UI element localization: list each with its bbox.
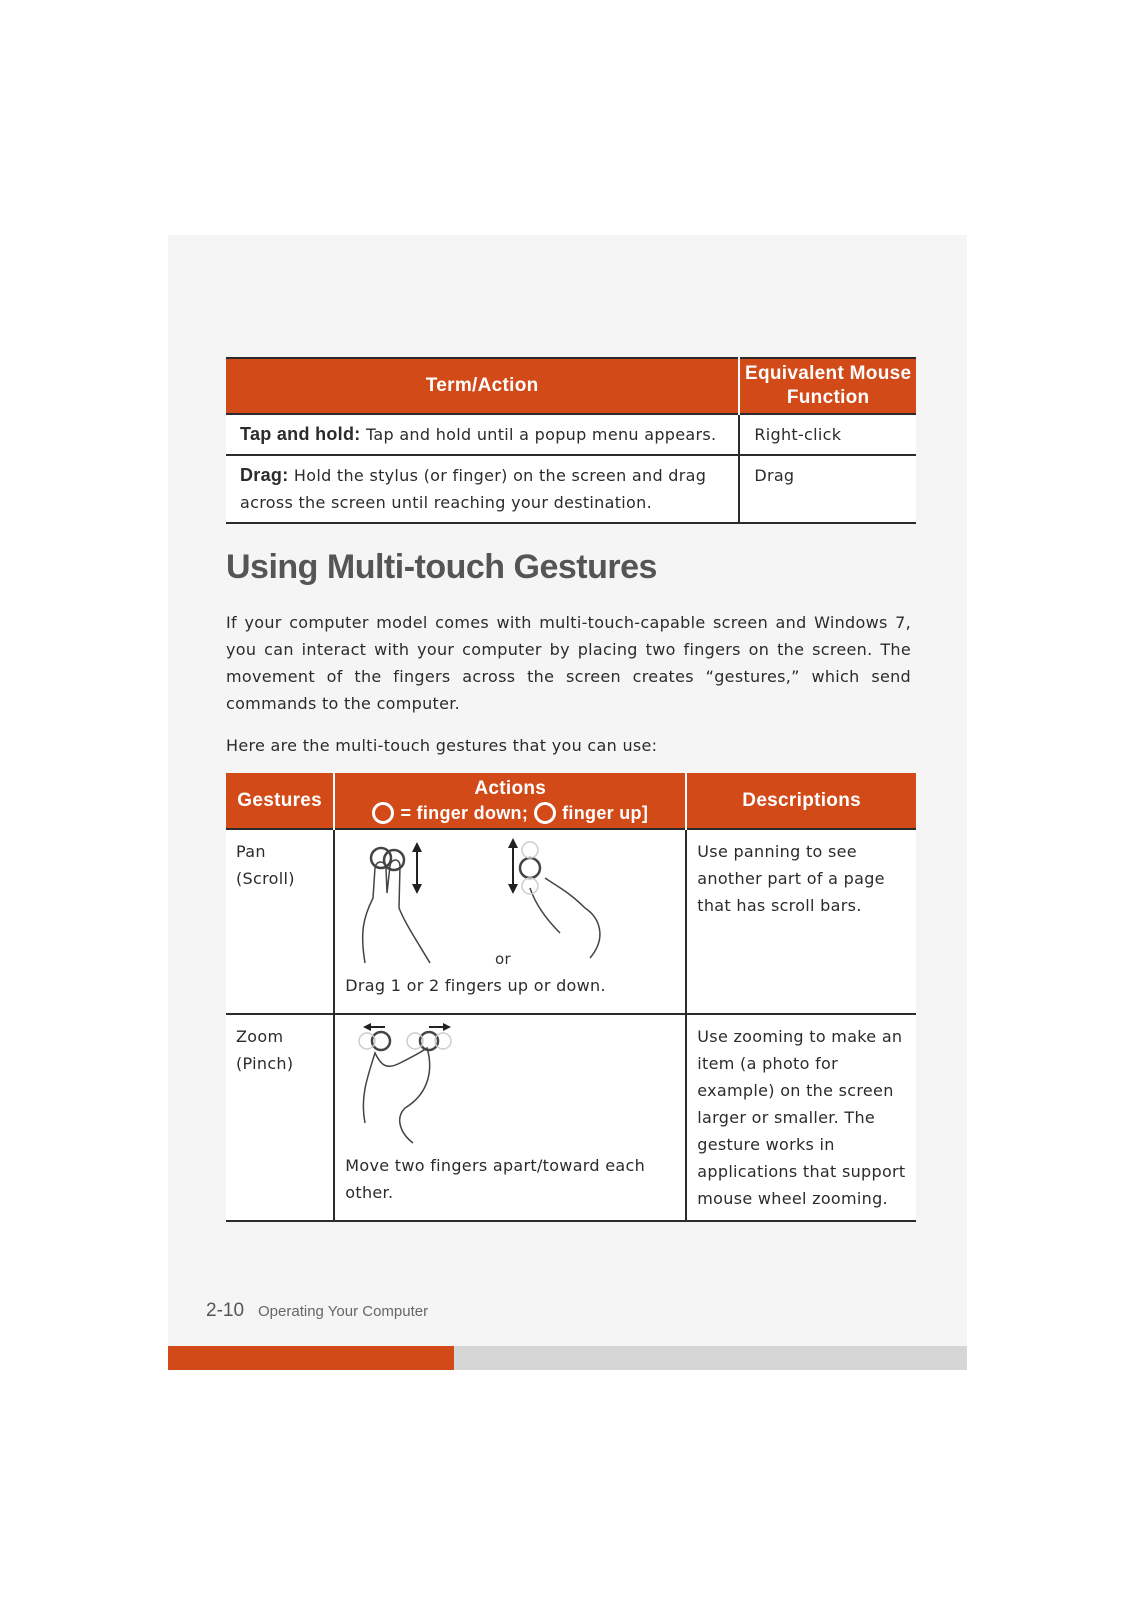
action-text: Drag 1 or 2 fingers up or down. xyxy=(345,976,606,995)
gesture-cell xyxy=(226,829,334,1014)
finger-down-label: = finger down; xyxy=(400,802,529,823)
finger-up-label: finger up] xyxy=(562,802,649,823)
actions-header xyxy=(334,773,686,829)
action-text: Move two fingers apart/toward each other. xyxy=(345,1156,646,1202)
pan-gesture-illustration xyxy=(345,838,675,968)
gestures-table xyxy=(226,773,916,1222)
footer-grey-bar xyxy=(454,1346,967,1370)
mouse-function-header: Equivalent Mouse Function xyxy=(739,358,916,414)
action-cell xyxy=(334,1014,686,1221)
term-text: Tap and hold until a popup menu appears. xyxy=(365,425,717,444)
gesture-alias: (Scroll) xyxy=(236,869,295,888)
zoom-gesture-illustration xyxy=(345,1023,675,1148)
finger-down-icon xyxy=(372,802,394,824)
table-row xyxy=(226,1014,916,1221)
description-cell: Use zooming to make an item (a photo for example) on the screen larger or smaller. The gesture works in applications that support mouse wheel zooming. xyxy=(686,1014,916,1221)
term-label: Drag: xyxy=(240,465,289,485)
gestures-lead-paragraph: Here are the multi-touch gestures that you can use: xyxy=(226,736,658,755)
actions-legend xyxy=(335,801,685,825)
table-row xyxy=(226,455,916,523)
footer-title: Operating Your Computer xyxy=(258,1303,429,1320)
mouse-cell: Right-click xyxy=(739,414,916,455)
footer-accent-bar xyxy=(168,1346,454,1370)
intro-paragraph: If your computer model comes with multi-touch-capable screen and Windows 7, you can interact with your computer by placing two fingers on the screen. The movement of the fingers across the screen creates “gestures,” which send commands to the computer. xyxy=(226,613,911,713)
or-label: or xyxy=(495,950,512,968)
table-row xyxy=(226,414,916,455)
term-text: Hold the stylus (or finger) on the screen and drag across the screen until reaching your destination. xyxy=(240,466,707,512)
term-cell xyxy=(226,414,739,455)
gestures-header: Gestures xyxy=(226,773,334,829)
term-cell xyxy=(226,455,739,523)
term-label: Tap and hold: xyxy=(240,424,361,444)
action-cell xyxy=(334,829,686,1014)
gesture-name: Pan xyxy=(236,842,266,861)
page-number: 2-10 xyxy=(206,1300,245,1321)
gesture-name: Zoom xyxy=(236,1027,284,1046)
section-heading: Using Multi-touch Gestures xyxy=(226,548,657,586)
mouse-cell: Drag xyxy=(739,455,916,523)
actions-title: Actions xyxy=(474,777,547,799)
gesture-cell xyxy=(226,1014,334,1221)
gesture-alias: (Pinch) xyxy=(236,1054,294,1073)
term-action-header: Term/Action xyxy=(226,358,739,414)
finger-up-icon xyxy=(534,802,556,824)
table-row xyxy=(226,829,916,1014)
term-action-table xyxy=(226,357,916,524)
descriptions-header: Descriptions xyxy=(686,773,916,829)
description-cell: Use panning to see another part of a page that has scroll bars. xyxy=(686,829,916,1014)
